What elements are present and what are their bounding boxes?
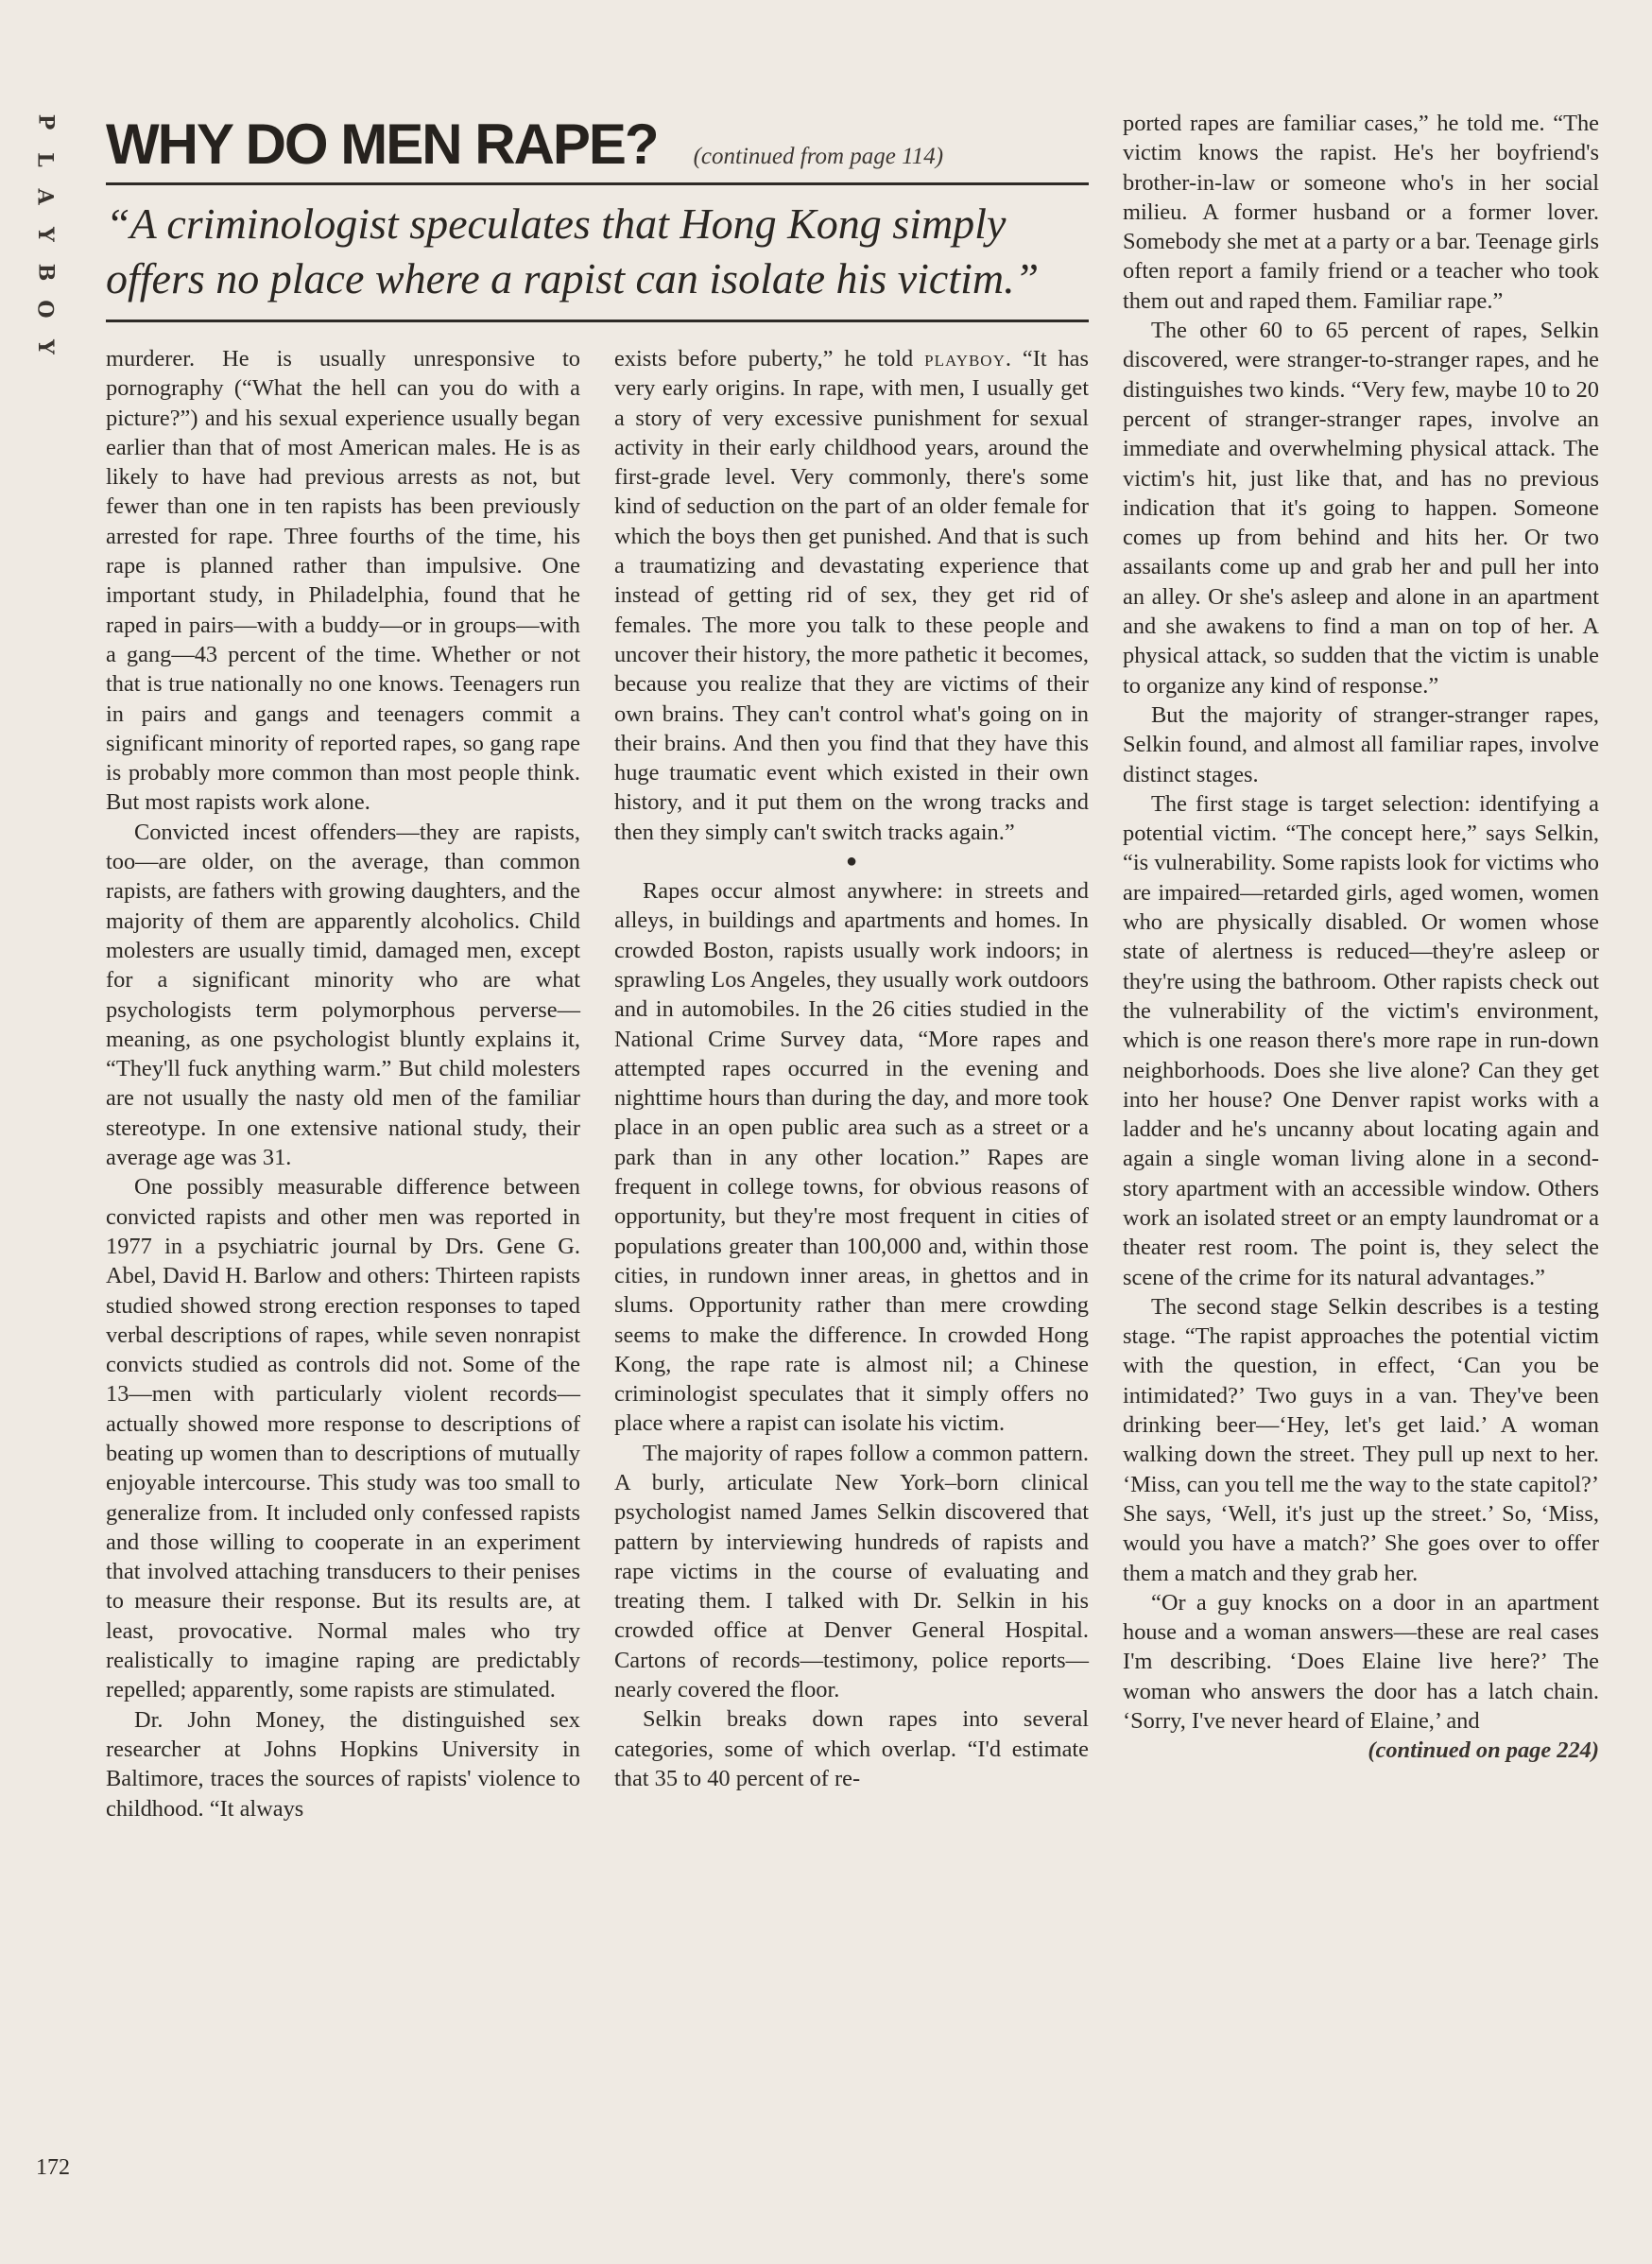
pull-quote: “A criminologist speculates that Hong Kong simply offers no place where a rapist can isolate his victim.” (106, 199, 1040, 302)
section-divider-bullet: ● (845, 851, 858, 873)
spine-letter: B (32, 263, 58, 281)
article-title: WHY DO MEN RAPE? (106, 112, 658, 176)
paragraph: ported rapes are familiar cases,” he told me. “The victim knows the rapist. He's her boyfriend's brother-in-law or someone who's in her social milieu. A former husband or a former lover. Somebody she met at a party or a bar. Teenage girls often report a family friend or a teacher who took them out and raped them. Familiar rape.” (1123, 111, 1599, 314)
continued-from-note: (continued from page 114) (693, 144, 944, 169)
text-column-2 (614, 344, 1089, 1793)
paragraph (614, 344, 1089, 847)
paragraph: murderer. He is usually unresponsive to pornography (“What the hell can you do with a picture?”) and his sexual experience usually began earlier than that of most American males. He is as likely to have had previous arrests as not, but fewer than one in ten rapists has been previously arrested for rape. Three fourths of the time, his rape is planned rather than impulsive. One important study, in Philadelphia, found that he raped in pairs—with a buddy—or in groups—with a gang—43 percent of the time. Whether or not that is true nationally no one knows. Teenagers run in pairs and gangs and teenagers commit a significant minority of reported rapes, so gang rape is probably more common than most people think. But most rapists work alone. (106, 346, 580, 816)
paragraph: One possibly measurable difference between convicted rapists and other men was reported in 1977 in a psychiatric journal by Drs. Gene G. Abel, David H. Barlow and others: Thirteen rapists studied showed strong erection responses to taped verbal descriptions of rapes, while seven nonrapist convicts studied as controls did not. Some of the 13—men with particularly violent records—actually showed more response to descriptions of beating up women than to descriptions of mutually enjoyable intercourse. This study was too small to generalize from. It included only confessed rapists and those willing to cooperate in an experiment that involved attaching transducers to their penises to measure their response. But its results are, at least, provocative. Normal males who try realistically to imagine raping are predictably repelled; apparently, some rapists are stimulated. (106, 1174, 580, 1703)
spine-letter: O (32, 300, 58, 319)
paragraph: “Or a guy knocks on a door in an apartment house and a woman answers—these are real cases I'm describing. ‘Does Elaine live here?’ The woman who answers the door has a latch chain. ‘Sorry, I've never heard of Elaine,’ and (1123, 1589, 1599, 1735)
article-header (106, 112, 1089, 187)
paragraph: The first stage is target selection: identifying a potential victim. “The concept here,” says Selkin, “is vulnerability. Some rapists look for victims who are impaired—retarded girls, aged women, women who are physically disabled. Or women whose state of alertness is reduced—they're asleep or they're using the bathroom. Other rapists check out the vulnerability of the victim's environment, which is one reason there's more rape in run-down neighborhoods. Does she live alone? Can they get into her house? One Denver rapist works with a ladder and he's uncanny about locating again and again a single woman living alone in a second-story apartment with an accessible window. Others work an isolated street or an empty laundromat or a theater rest room. The point is, they select the scene of the crime for its natural advantages.” (1123, 790, 1599, 1290)
bottom-rule (106, 320, 1089, 322)
spine-letter: Y (33, 227, 58, 242)
paragraph: The other 60 to 65 percent of rapes, Selkin discovered, were stranger-to-stranger rapes, and he distinguishes two kinds. “Very few, maybe 10 to 20 percent of stranger-stranger rapes, involve an immediate and overwhelming physical attack. The victim's hit, just like that, and has no previous indication that it's going to happen. Someone comes up from behind and hits her. Or two assailants come up and grab her and pull her into an alley. Or she's asleep and alone in an apartment and she awakens to find a man on top of her. A physical attack, so sudden that the victim is unable to organize any kind of response.” (1123, 318, 1599, 699)
magazine-spine-logo (34, 112, 57, 357)
text-column-1 (106, 344, 580, 1823)
paragraph: Rapes occur almost anywhere: in streets and alleys, in buildings and apartments and homes. In crowded Boston, rapists usually work indoors; in sprawling Los Angeles, they usually work outdoors and in automobiles. In the 26 cities studied in the National Crime Survey data, “More rapes and attempted rapes occurred in the evening and nighttime hours than during the day, and more took place in an open public area such as a street or a park than in any other location.” Rapes are frequent in college towns, for obvious reasons of opportunity, but they're most frequent in cities of populations greater than 100,000 and, within those cities, in rundown inner areas, in ghettos and in slums. Opportunity rather than mere crowding seems to make the difference. In crowded Hong Kong, the rape rate is almost nil; a Chinese criminologist speculates that it simply offers no place where a rapist can isolate his victim. (614, 878, 1089, 1437)
magazine-name: playboy (924, 346, 1006, 372)
paragraph: But the majority of stranger-stranger rapes, Selkin found, and almost all familiar rapes, involve distinct stages. (1123, 701, 1599, 787)
spine-letter: Y (33, 339, 58, 354)
paragraph-text: exists before puberty,” he told (614, 346, 925, 372)
text-column-3 (1123, 109, 1599, 1766)
continued-on-note: (continued on page 224) (1368, 1737, 1599, 1764)
paragraph: Selkin breaks down rapes into several categories, some of which overlap. “I'd estimate that 35 to 40 percent of re- (614, 1706, 1089, 1791)
paragraph: Dr. John Money, the distinguished sex researcher at Johns Hopkins University in Baltimore, traces the sources of rapists' violence to childhood. “It always (106, 1706, 580, 1822)
spine-letter: L (33, 151, 58, 167)
paragraph-text: . “It has very early origins. In rape, with men, I usually get a story of very excessive punishment for sexual activity in their early childhood years, around the first-grade level. Very commonly, there's some kind of seduction on the part of an older female for which the boys then get punished. And that is such a traumatizing and devastating experience that instead of getting rid of sex, they get rid of females. The more you talk to these people and uncover their history, the more pathetic it becomes, because you realize that they are victims of their own brains. They can't control what's going on in their brains. And then you find that they have this huge traumatic event which existed in their own history, and it put them on the wrong tracks and then they simply can't switch tracks again.” (614, 346, 1089, 845)
paragraph: The second stage Selkin describes is a testing stage. “The rapist approaches the potential victim with the question, in effect, ‘Can you be intimidated?’ Two guys in a van. They've been drinking beer—‘Hey, let's get laid.’ A woman walking down the street. They pull up next to her. ‘Miss, can you tell me the way to the state capitol?’ She says, ‘Well, it's just up the street.’ So, ‘Miss, would you have a match?’ She goes over to offer them a match and they grab her. (1123, 1293, 1599, 1586)
paragraph: The majority of rapes follow a common pattern. A burly, articulate New York–born clinical psychologist named James Selkin discovered that pattern by interviewing hundreds of rapists and rape victims in the course of evaluating and treating them. I talked with Dr. Selkin in his crowded office at Denver General Hospital. Cartons of records—testimony, police reports—nearly covered the floor. (614, 1440, 1089, 1703)
page-number: 172 (36, 2155, 70, 2180)
spine-letter: P (32, 113, 58, 130)
spine-letter: A (32, 188, 58, 205)
top-rule (106, 182, 1089, 185)
paragraph: Convicted incest offenders—they are rapists, too—are older, on the average, than common rapists, are fathers with growing daughters, and the majority of them are apparently alcoholics. Child molesters are usually timid, damaged men, except for a significant minority who are what psychologists term polymorphous perverse—meaning, as one psychologist bluntly explains it, “They'll fuck anything warm.” But child molesters are not usually the nasty old men of the familiar stereotype. In one extensive national study, their average age was 31. (106, 819, 580, 1171)
